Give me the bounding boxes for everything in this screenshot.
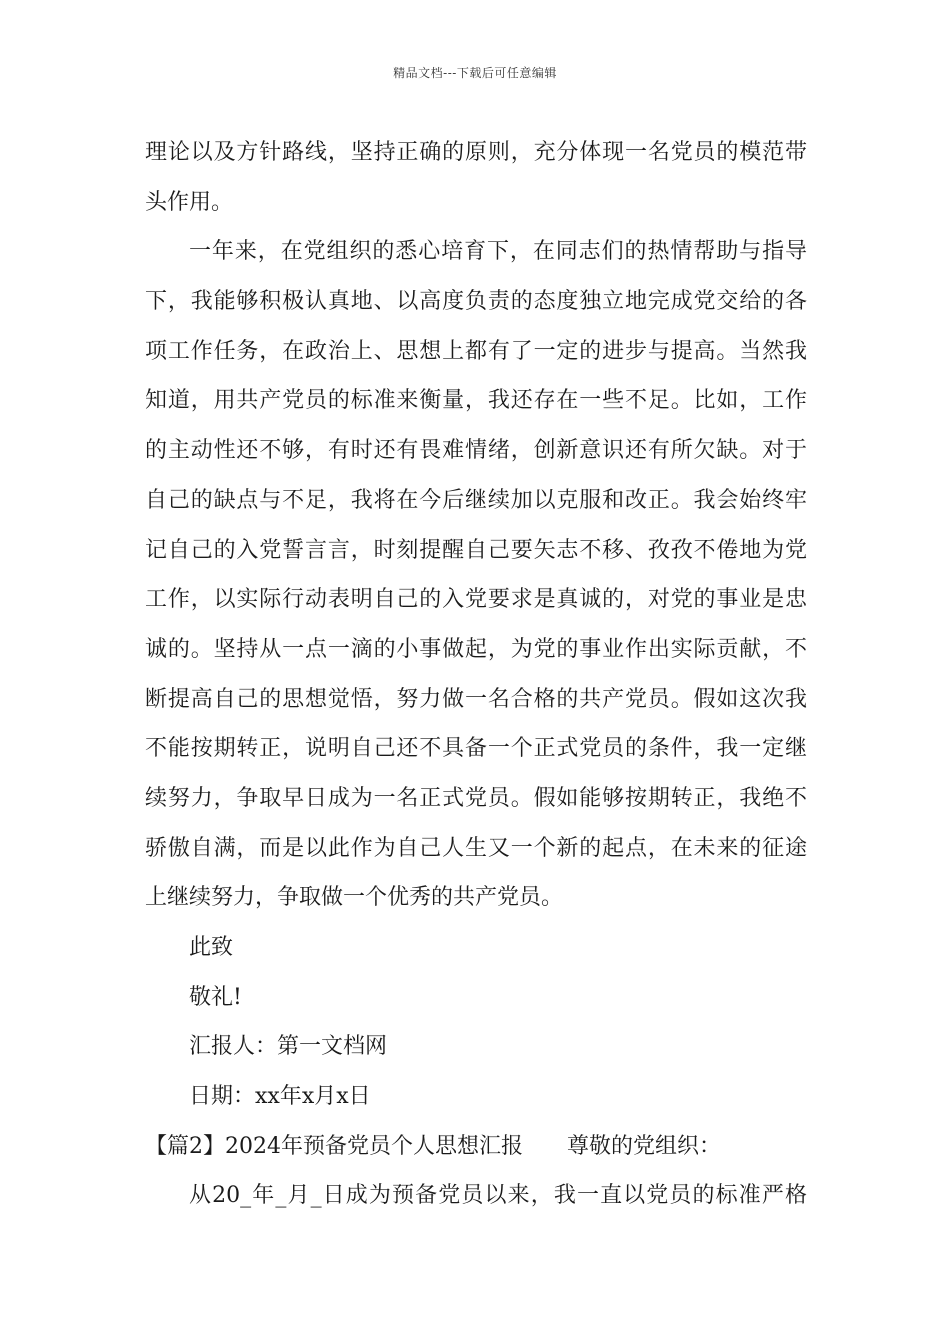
paragraph-line: 从20_年_月_日成为预备党员以来，我一直以党员的标准严格 (189, 1183, 807, 1209)
closing-salutation: 此致 (189, 935, 234, 960)
paragraph-line: 骄傲自满，而是以此作为自己人生又一个新的起点，在未来的征途 (145, 835, 807, 861)
paragraph-line: 的主动性还不够，有时还有畏难情绪，创新意识还有所欠缺。对于 (145, 438, 807, 464)
paragraph-line: 诚的。坚持从一点一滴的小事做起，为党的事业作出实际贡献，不 (145, 636, 807, 662)
page-header: 精品文档---下载后可任意编辑 (393, 66, 557, 80)
date-line: 日期：xx年x月x日 (189, 1084, 371, 1110)
paragraph-line: 项工作任务，在政治上、思想上都有了一定的进步与提高。当然我 (145, 338, 807, 364)
section-heading: 【篇2】2024年预备党员个人思想汇报 (145, 1133, 523, 1159)
paragraph-line: 工作，以实际行动表明自己的入党要求是真诚的，对党的事业是忠 (145, 587, 807, 613)
section-greeting: 尊敬的党组织： (567, 1133, 722, 1159)
paragraph-line: 头作用。 (145, 189, 234, 215)
paragraph-line: 上继续努力，争取做一个优秀的共产党员。 (145, 885, 564, 911)
paragraph-line: 一年来，在党组织的悉心培育下，在同志们的热情帮助与指导 (189, 239, 807, 265)
paragraph-line: 知道，用共产党员的标准来衡量，我还存在一些不足。比如，工作 (145, 388, 807, 414)
paragraph-line: 下，我能够积极认真地、以高度负责的态度独立地完成党交给的各 (145, 289, 807, 315)
closing-respect: 敬礼! (189, 984, 242, 1010)
paragraph-line: 自己的缺点与不足，我将在今后继续加以克服和改正。我会始终牢 (145, 487, 807, 513)
paragraph-line: 断提高自己的思想觉悟，努力做一名合格的共产党员。假如这次我 (145, 686, 807, 712)
section-heading-row (145, 1122, 807, 1172)
reporter-line: 汇报人：第一文档网 (189, 1034, 388, 1060)
paragraph-line: 续努力，争取早日成为一名正式党员。假如能够按期转正，我绝不 (145, 785, 807, 811)
document-body (145, 128, 807, 1221)
paragraph-line: 记自己的入党誓言言，时刻提醒自己要矢志不移、孜孜不倦地为党 (145, 537, 807, 563)
paragraph-line: 不能按期转正，说明自己还不具备一个正式党员的条件，我一定继 (145, 736, 807, 762)
paragraph-line: 理论以及方针路线，坚持正确的原则，充分体现一名党员的模范带 (145, 140, 807, 165)
